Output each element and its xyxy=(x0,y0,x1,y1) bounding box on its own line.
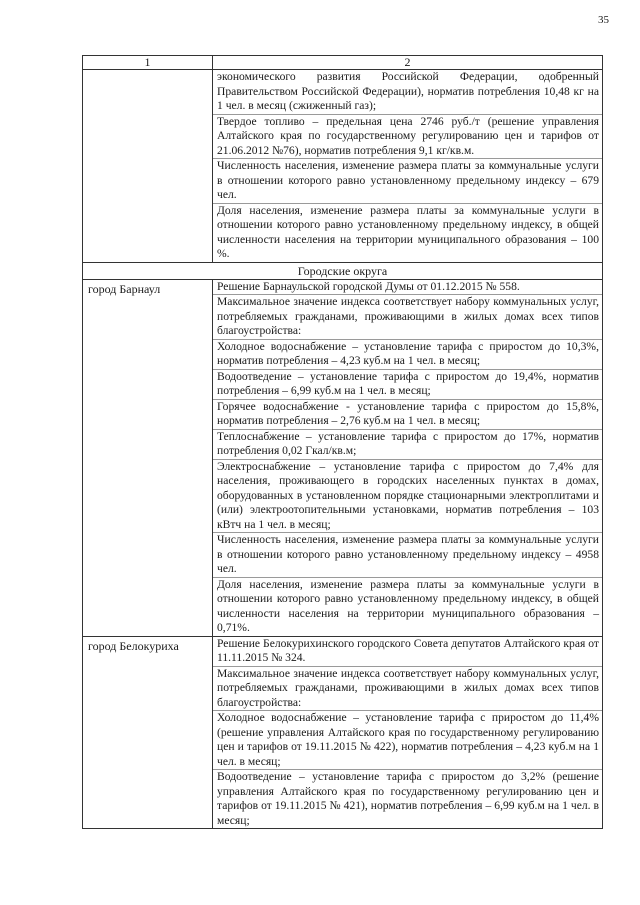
continuation-text-cell xyxy=(213,70,603,263)
paragraph: Водоотведение – установление тарифа с приростом до 19,4%, норматив потребления – 6,99 куб.м на 1 чел. в месяц; xyxy=(213,369,602,399)
municipality-details xyxy=(213,279,603,636)
paragraph: Электроснабжение – установление тарифа с приростом до 7,4% для населения, проживающего в городских населенных пунктах в домах, оборудованных в установленном порядке стационарными электроплитами и (или) электроотопительными установками, норматив потребления – 103 кВтч на 1 чел. в месяц; xyxy=(213,459,602,533)
paragraph: Твердое топливо – предельная цена 2746 руб./т (решение управления Алтайского края по государственному регулированию цен и тарифов от 21.06.2012 №76), норматив потребления 9,1 кг/кв.м. xyxy=(213,114,602,159)
paragraph: Решение Барнаульской городской Думы от 01.12.2015 № 558. xyxy=(217,279,520,293)
paragraph: экономического развития Российской Федерации, одобренный Правительством Российской Федерации), норматив потребления 10,48 кг на 1 чел. в месяц (сжиженный газ); xyxy=(217,70,599,112)
continuation-row xyxy=(83,70,603,263)
paragraph: Максимальное значение индекса соответствует набору коммунальных услуг, потребляемых гражданами, проживающими в жилых домах всех типов благоустройства: xyxy=(213,294,602,339)
page-number: 35 xyxy=(598,14,609,26)
column-number-2: 2 xyxy=(213,56,603,70)
paragraph: Решение Белокурихинского городского Совета депутатов Алтайского края от 11.11.2015 № 324. xyxy=(217,636,599,664)
municipality-name: город Барнаул xyxy=(83,279,213,636)
paragraph: Теплоснабжение – установление тарифа с приростом до 17%, норматив потребления 0,02 Гкал/кв.м; xyxy=(213,429,602,459)
paragraph: Численность населения, изменение размера платы за коммунальные услуги в отношении которого равно установленному предельному индексу – 679 чел. xyxy=(213,158,602,203)
municipality-row xyxy=(83,279,603,636)
paragraph: Доля населения, изменение размера платы за коммунальные услуги в отношении которого равно установленному предельному индексу, в общей численности населения на территории муниципального образования – 0,71%. xyxy=(213,577,602,636)
paragraph: Водоотведение – установление тарифа с приростом до 3,2% (решение управления Алтайского края по государственному регулированию цен и тарифов от 19.11.2015 № 421), норматив потребления – 6,99 куб.м на 1 чел. в месяц; xyxy=(213,769,602,828)
continuation-name-cell xyxy=(83,70,213,263)
tariff-table xyxy=(82,55,603,829)
paragraph: Горячее водоснабжение - установление тарифа с приростом до 15,8%, норматив потребления – 2,76 куб.м на 1 чел. в месяц; xyxy=(213,399,602,429)
paragraph: Численность населения, изменение размера платы за коммунальные услуги в отношении которого равно установленному предельному индексу – 4958 чел. xyxy=(213,532,602,577)
section-title: Городские округа xyxy=(83,262,603,279)
paragraph: Холодное водоснабжение – установление тарифа с приростом до 11,4% (решение управления Алтайского края по государственному регулированию цен и тарифов от 19.11.2015 № 422), норматив потребления – 4,23 куб.м на 1 чел. в месяц; xyxy=(213,710,602,769)
municipality-details xyxy=(213,636,603,829)
paragraph: Доля населения, изменение размера платы за коммунальные услуги в отношении которого равно установленному предельному индексу, в общей численности населения на территории муниципального образования – 100 %. xyxy=(213,203,602,262)
paragraph: Максимальное значение индекса соответствует набору коммунальных услуг, потребляемых гражданами, проживающими в жилых домах всех типов благоустройства: xyxy=(213,666,602,711)
column-number-1: 1 xyxy=(83,56,213,70)
paragraph: Холодное водоснабжение – установление тарифа с приростом до 10,3%, норматив потребления – 4,23 куб.м на 1 чел. в месяц; xyxy=(213,339,602,369)
municipality-name: город Белокуриха xyxy=(83,636,213,829)
section-row xyxy=(83,262,603,279)
table-header-row xyxy=(83,56,603,70)
municipality-row xyxy=(83,636,603,829)
